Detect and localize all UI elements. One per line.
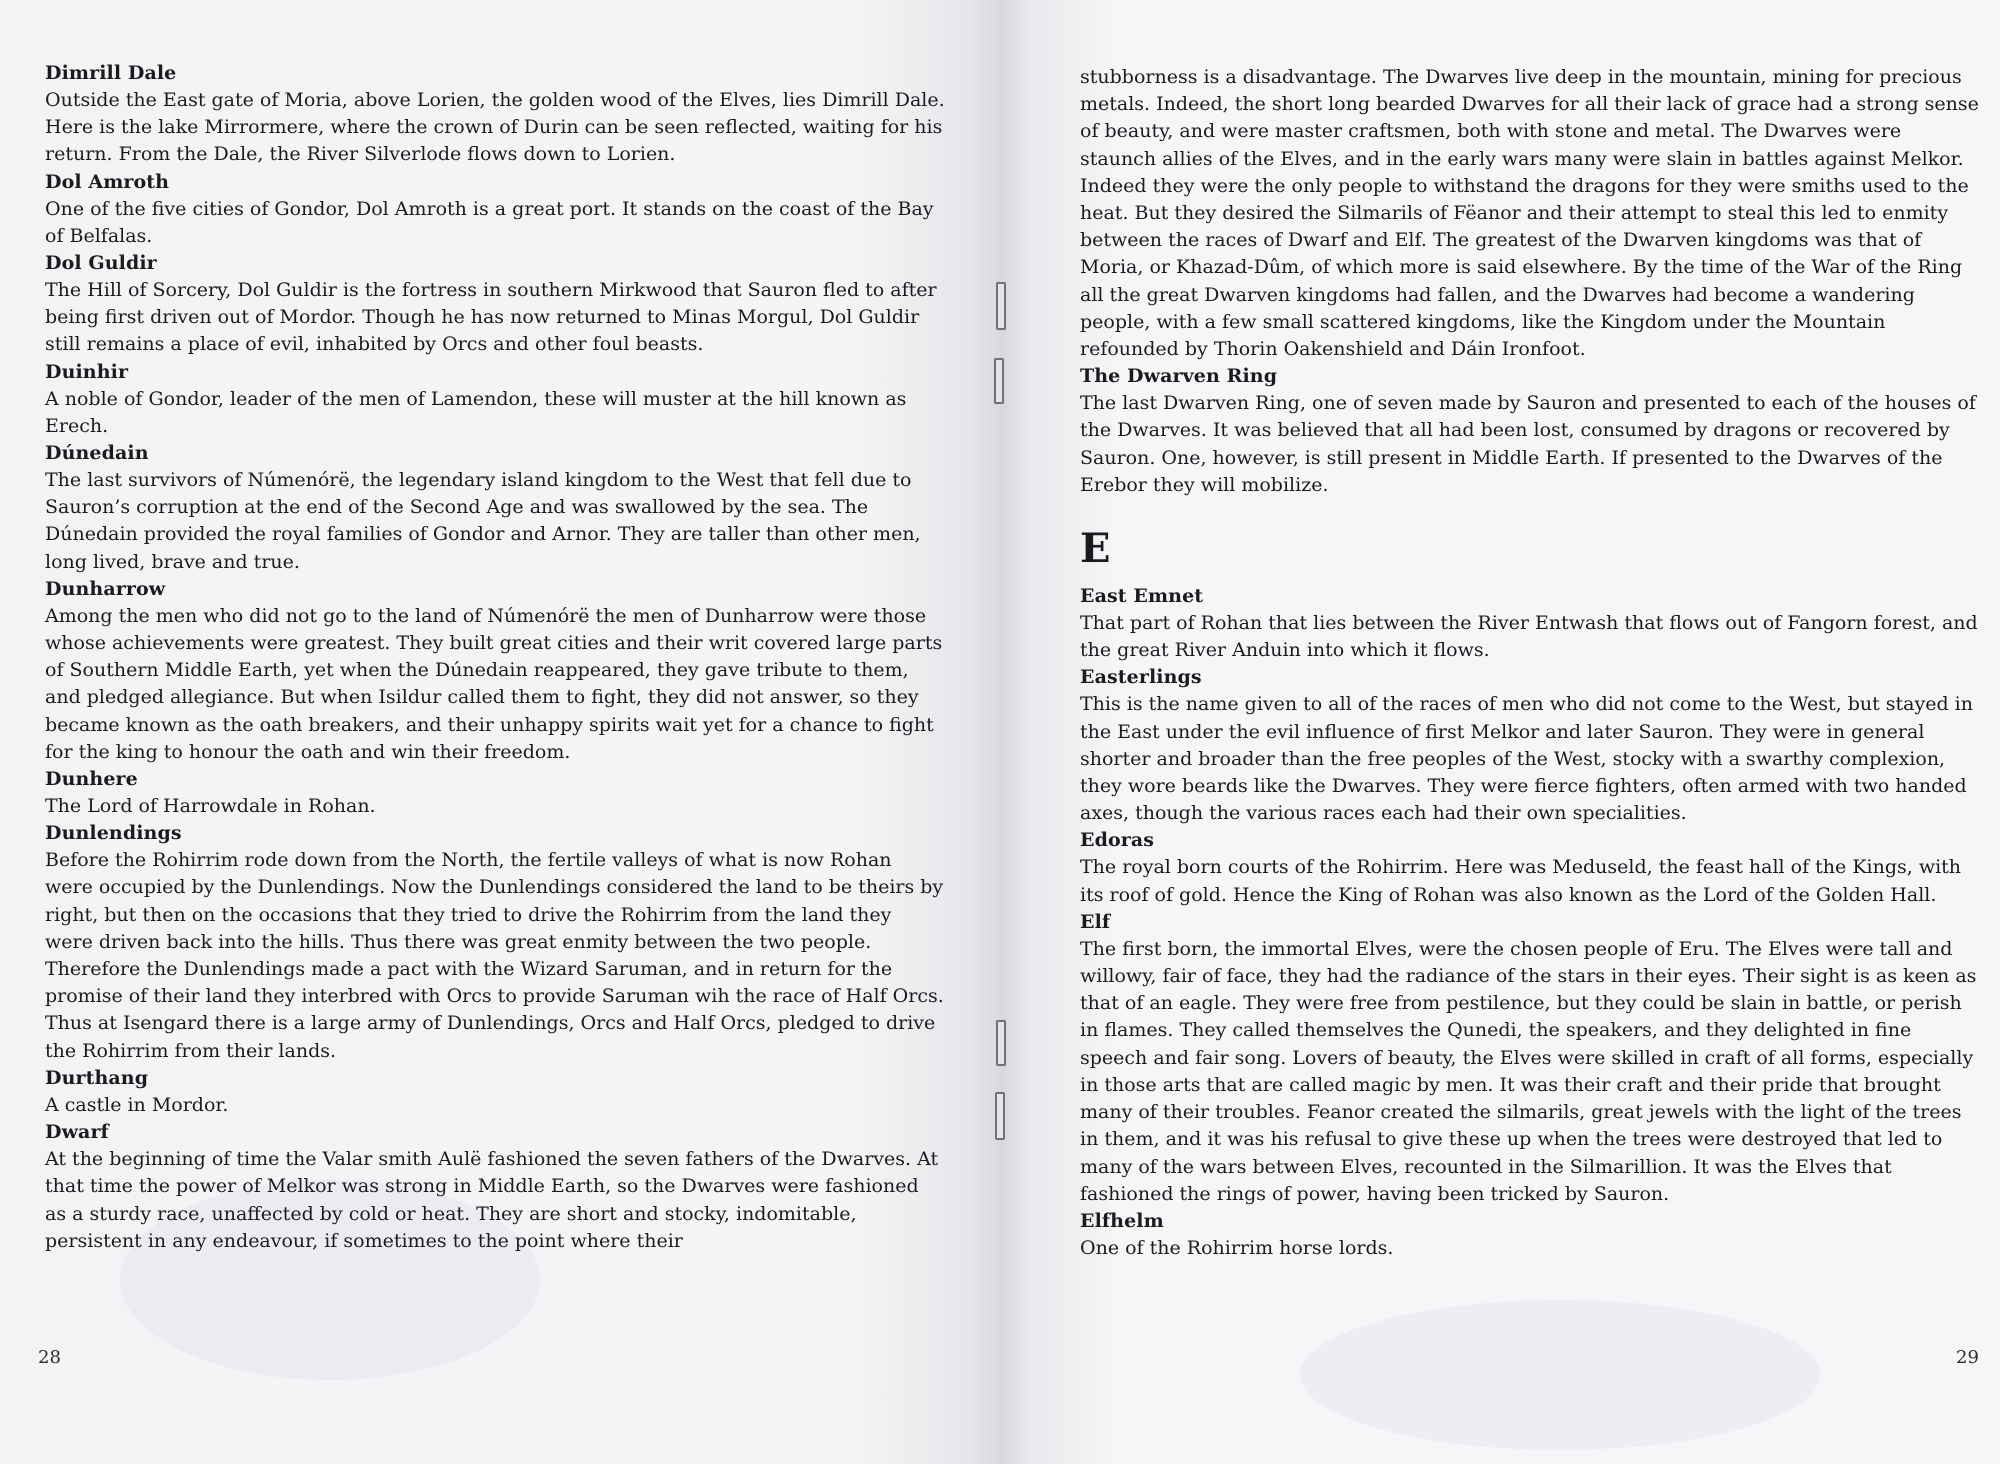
show-through-illustration [1300,1300,1820,1450]
glossary-entry [1080,909,1980,1208]
entry-text: Before the Rohirrim rode down from the North, the fertile valleys of what is now Rohan were occupied by the Dunlendings. Now the Dunlendings considered the land to be theirs by right, but then on the occasions that they tried to drive the Rohirrim from the land they were driven back into the hills. Thus there was great enmity between the two people. Therefore the Dunlendings made a pact with the Wizard Saruman, and in return for the promise of their land they interbred with Orcs to provide Saruman wih the race of Half Orcs. Thus at Isengard there is a large army of Dunlendings, Orcs and Half Orcs, pledged to drive the Rohirrim from their lands. [45,849,944,1062]
glossary-entry [45,250,945,359]
glossary-entry [45,1119,945,1255]
page-number: 28 [38,1347,61,1368]
entry-term: Edoras [1080,829,1155,852]
entry-text: Outside the East gate of Moria, above Lorien, the golden wood of the Elves, lies Dimrill Dale. Here is the lake Mirrormere, where the crown of Durin can be seen reflected, waiting for his return. From the Dale, the River Silverlode flows down to Lorien. [45,89,945,166]
glossary-entry [1080,583,1980,664]
entry-term: Dimrill Dale [45,62,177,84]
entry-term: The Dwarven Ring [1080,365,1278,388]
left-column [45,60,945,1255]
entry-text: A noble of Gondor, leader of the men of Lamendon, these will muster at the hill known as Erech. [45,387,907,437]
entry-text: Among the men who did not go to the land of Númenórë the men of Dunharrow were those whose achievements were greatest. They built great cities and their writ covered large parts of Southern Middle Earth, yet when the Dúnedain reappeared, they gave tribute to them, and pledged allegiance. But when Isildur called them to fight, they did not answer, so they became known as the oath breakers, and their unhappy spirits wait yet for a chance to fight for the king to honour the oath and win their freedom. [45,604,943,763]
glossary-entry [1080,827,1980,908]
entry-term: Dunlendings [45,822,182,845]
staple [994,358,1004,404]
glossary-entry [1080,1208,1980,1262]
glossary-entry [45,440,945,576]
staple [996,1020,1006,1066]
entry-term: Dol Amroth [45,170,170,193]
entry-text: The last Dwarven Ring, one of seven made by Sauron and presented to each of the houses of the Dwarves. It was believed that all had been lost, consumed by dragons or recovered by Sauron. One, however, is still present in Middle Earth. If presented to the Dwarves of the Erebor they will mobilize. [1080,392,1976,496]
entry-text: That part of Rohan that lies between the River Entwash that flows out of Fangorn forest, and the great River Anduin into which it flows. [1080,612,1978,662]
glossary-entry [45,820,945,1065]
glossary-entry [1080,664,1980,827]
entry-term: Dunharrow [45,577,166,600]
entry-text: One of the five cities of Gondor, Dol Amroth is a great port. It stands on the coast of the Bay of Belfalas. [45,197,934,247]
glossary-entry [45,576,945,766]
entry-text: The royal born courts of the Rohirrim. Here was Meduseld, the feast hall of the Kings, with its roof of gold. Hence the King of Rohan was also known as the Lord of the Golden Hall. [1080,856,1962,906]
entry-text: This is the name given to all of the races of men who did not come to the West, but stayed in the East under the evil influence of first Melkor and later Sauron. They were in general shorter and broader than the free peoples of the West, stocky with a swarthy complexion, they wore beards like the Dwarves. They were fierce fighters, often armed with two handed axes, though the various races each had their own specialities. [1080,693,1973,825]
staple [995,1092,1005,1140]
glossary-entry [45,169,945,250]
entry-text: The Lord of Harrowdale in Rohan. [45,795,376,818]
entry-text: A castle in Mordor. [45,1093,229,1116]
entry-term: Easterlings [1080,666,1202,689]
entry-term: East Emnet [1080,585,1204,608]
entry-text: At the beginning of time the Valar smith Aulë fashioned the seven fathers of the Dwarves. At that time the power of Melkor was strong in Middle Earth, so the Dwarves were fashioned as a sturdy race, unaffected by cold or heat. They are short and stocky, indomitable, persistent in any endeavour, if sometimes to the point where their [45,1148,939,1252]
entry-continuation: stubborness is a disadvantage. The Dwarves live deep in the mountain, mining for precious metals. Indeed, the short long bearded Dwarves for all their lack of grace had a strong sense of beauty, and were master craftsmen, both with stone and metal. The Dwarves were staunch allies of the Elves, and in the early wars many were slain in battles against Melkor. Indeed they were the only people to withstand the dragons for they were smiths used to the heat. But they desired the Silmarils of Fëanor and their attempt to steal this led to enmity between the races of Dwarf and Elf. The greatest of the Dwarven kingdoms was that of Moria, or Khazad-Dûm, of which more is said elsewhere. By the time of the War of the Ring all the great Dwarven kingdoms had fallen, and the Dwarves had become a wandering people, with a few small scattered kingdoms, like the Kingdom under the Mountain refounded by Thorin Oakenshield and Dáin Ironfoot. [1080,66,1979,361]
entry-term: Dúnedain [45,442,149,465]
entry-term: Dwarf [45,1121,109,1144]
entry-term: Duinhir [45,360,129,383]
entry-term: Elf [1080,910,1111,933]
entry-term: Dunhere [45,768,138,791]
glossary-entry [45,1065,945,1119]
section-letter: E [1080,525,1111,573]
glossary-entry [1080,363,1980,499]
glossary-entry [45,766,945,820]
entry-term: Dol Guldir [45,252,157,275]
entry-text: The Hill of Sorcery, Dol Guldir is the fortress in southern Mirkwood that Sauron fled to after being first driven out of Mordor. Though he has now returned to Minas Morgul, Dol Guldir still remains a place of evil, inhabited by Orcs and other foul beasts. [45,279,937,356]
entry-text: The first born, the immortal Elves, were the chosen people of Eru. The Elves were tall and willowy, fair of face, they had the radiance of the stars in their eyes. Their sight is as keen as that of an eagle. They were free from pestilence, but they could be slain in battle, or perish in flames. They called themselves the Qunedi, the speakers, and they delighted in fine speech and fair song. Lovers of beauty, the Elves were skilled in craft of all forms, especially in those arts that are called magic by men. It was their craft and their pride that brought many of their troubles. Feanor created the silmarils, great jewels with the light of the trees in them, and it was his refusal to give these up when the trees were destroyed that led to many of the wars between Elves, recounted in the Silmarillion. It was the Elves that fashioned the rings of power, having been tricked by Sauron. [1080,937,1977,1205]
entry-term: Durthang [45,1066,149,1089]
glossary-entry [45,60,945,169]
entry-text: One of the Rohirrim horse lords. [1080,1236,1394,1259]
staple [996,282,1006,330]
glossary-entry [45,359,945,440]
entry-text: The last survivors of Númenórë, the legendary island kingdom to the West that fell due to Sauron’s corruption at the end of the Second Age and was swallowed by the sea. The Dúnedain provided the royal families of Gondor and Arnor. They are taller than other men, long lived, brave and true. [45,469,921,573]
right-column [1080,64,1980,1262]
page-number: 29 [1956,1347,1979,1368]
right-page [1000,0,2000,1464]
entry-term: Elfhelm [1080,1209,1164,1232]
